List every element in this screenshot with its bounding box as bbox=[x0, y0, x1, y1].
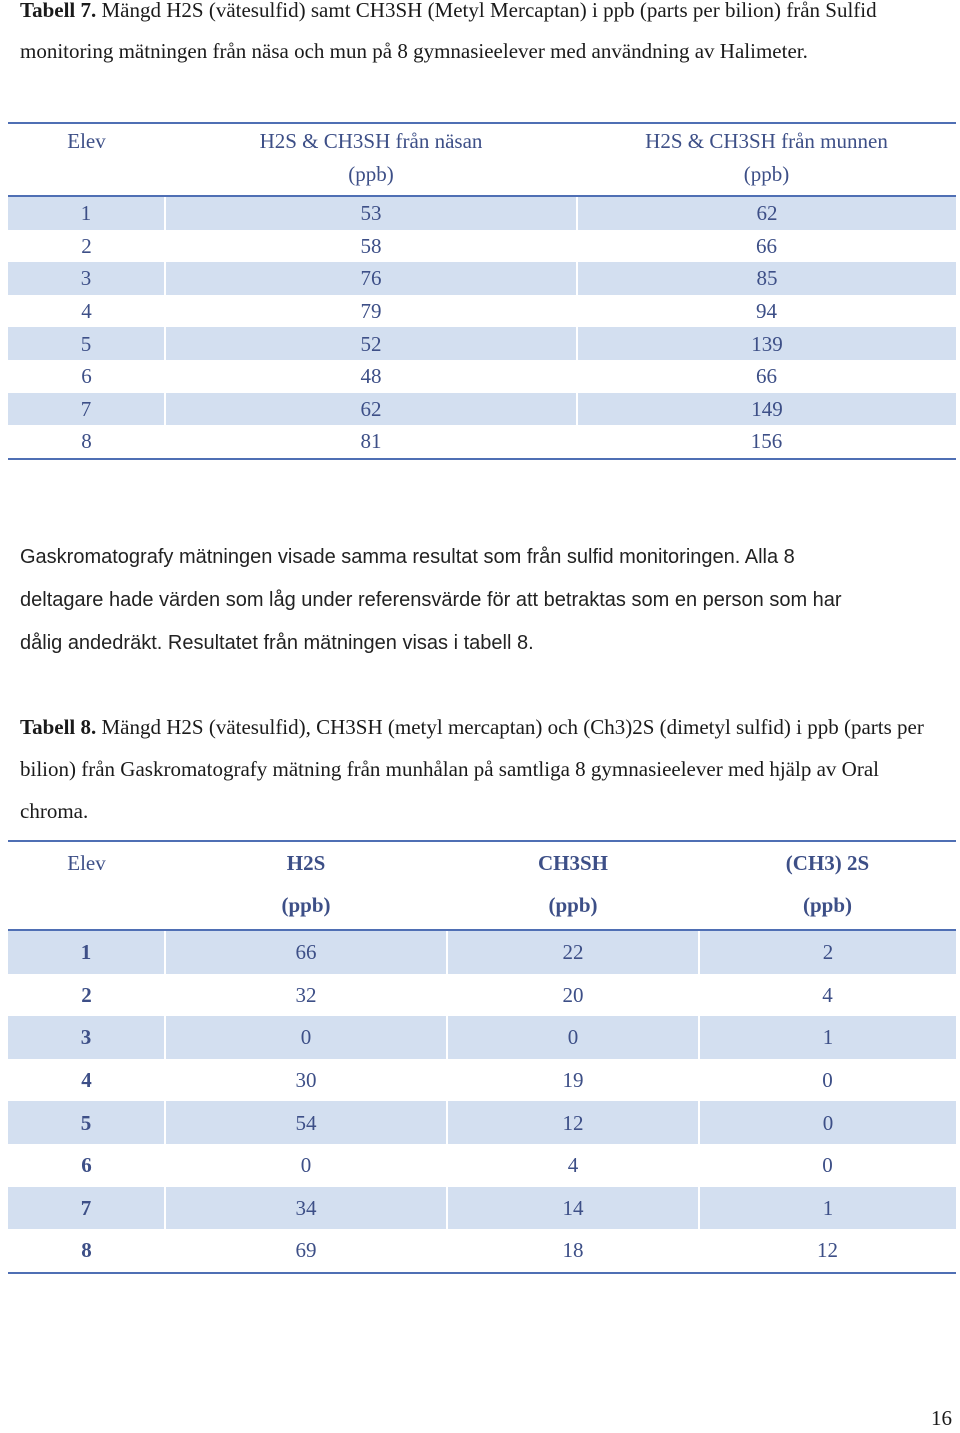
table-row bbox=[8, 1016, 956, 1059]
cell-nasan: 52 bbox=[165, 327, 577, 360]
cell-ch32s: 0 bbox=[699, 1101, 956, 1144]
table-row bbox=[8, 360, 956, 393]
cell-elev: 3 bbox=[8, 262, 165, 295]
table-row bbox=[8, 1144, 956, 1187]
paragraph-line: deltagare hade värden som låg under referensvärde för att betraktas som en person som har bbox=[20, 589, 842, 611]
cell-ch32s: 12 bbox=[817, 1238, 838, 1263]
paragraph-line: Gaskromatografy mätningen visade samma resultat som från sulfid monitoringen. Alla 8 bbox=[20, 546, 795, 568]
cell-ch3sh: 18 bbox=[562, 1238, 584, 1263]
table-8 bbox=[8, 840, 956, 1274]
cell-elev: 1 bbox=[8, 196, 165, 230]
header-unit: (ppb) bbox=[743, 162, 790, 186]
table-8-header-elev bbox=[8, 841, 165, 930]
cell-elev: 7 bbox=[8, 1187, 165, 1230]
table-7-header-munnen bbox=[577, 123, 956, 196]
header-label: H2S bbox=[286, 851, 326, 875]
table-8-header-ch32s bbox=[699, 841, 956, 930]
cell-ch32s: 1 bbox=[699, 1187, 956, 1230]
table-row bbox=[8, 262, 956, 295]
paragraph-line: dålig andedräkt. Resultatet från mätningen visas i tabell 8. bbox=[20, 632, 534, 654]
header-unit: (ppb) bbox=[281, 893, 331, 917]
cell-nasan: 53 bbox=[165, 196, 577, 230]
cell-elev: 1 bbox=[8, 930, 165, 974]
body-paragraph bbox=[20, 536, 940, 665]
header-unit: (ppb) bbox=[348, 162, 394, 186]
cell-munnen: 66 bbox=[756, 364, 777, 389]
table-8-caption-text: Mängd H2S (vätesulfid), CH3SH (metyl mercaptan) och (Ch3)2S (dimetyl sulfid) i ppb (parts per bilion) från Gaskromatografy mätning från munhålan på samtliga 8 gymnasieelever med hjälp av Oral chroma. bbox=[20, 715, 924, 823]
cell-h2s: 30 bbox=[295, 1068, 317, 1093]
table-7-caption bbox=[20, 0, 950, 72]
cell-h2s: 54 bbox=[165, 1101, 447, 1144]
cell-ch3sh: 4 bbox=[567, 1153, 579, 1178]
table-row bbox=[8, 1229, 956, 1273]
cell-ch32s: 0 bbox=[822, 1153, 833, 1178]
cell-nasan: 48 bbox=[360, 364, 382, 389]
cell-elev: 5 bbox=[8, 1101, 165, 1144]
table-7-header-row bbox=[8, 123, 956, 196]
cell-elev: 6 bbox=[81, 364, 92, 389]
cell-nasan: 76 bbox=[165, 262, 577, 295]
table-7-header-elev bbox=[8, 123, 165, 196]
cell-munnen: 94 bbox=[756, 299, 777, 324]
header-label: H2S & CH3SH från munnen bbox=[645, 129, 888, 153]
header-label: Elev bbox=[67, 129, 106, 153]
cell-ch3sh: 20 bbox=[562, 982, 584, 1007]
header-label: (CH3) 2S bbox=[785, 851, 870, 875]
table-8-header-ch3sh bbox=[447, 841, 699, 930]
table-8-header-h2s bbox=[165, 841, 447, 930]
header-label: H2S & CH3SH från näsan bbox=[259, 129, 483, 153]
header-unit: (ppb) bbox=[802, 893, 853, 917]
table-7-header-nasan bbox=[165, 123, 577, 196]
page-number: 16 bbox=[931, 1406, 952, 1430]
cell-elev: 8 bbox=[81, 1238, 92, 1263]
cell-ch32s: 0 bbox=[822, 1068, 833, 1093]
table-row bbox=[8, 393, 956, 426]
cell-elev: 4 bbox=[81, 299, 92, 324]
table-row bbox=[8, 230, 956, 263]
table-row bbox=[8, 1059, 956, 1102]
cell-ch32s: 1 bbox=[699, 1016, 956, 1059]
cell-nasan: 79 bbox=[360, 299, 382, 324]
cell-elev: 4 bbox=[81, 1068, 92, 1093]
table-row bbox=[8, 930, 956, 974]
table-row bbox=[8, 425, 956, 459]
table-row bbox=[8, 295, 956, 328]
table-row bbox=[8, 974, 956, 1017]
cell-h2s: 34 bbox=[165, 1187, 447, 1230]
cell-munnen: 66 bbox=[756, 233, 777, 258]
cell-h2s: 32 bbox=[295, 982, 317, 1007]
table-8-caption bbox=[20, 706, 950, 832]
cell-ch32s: 4 bbox=[822, 982, 833, 1007]
table-row bbox=[8, 327, 956, 360]
cell-elev: 8 bbox=[81, 429, 92, 454]
cell-elev: 6 bbox=[81, 1153, 92, 1178]
cell-ch3sh: 19 bbox=[562, 1068, 584, 1093]
table-row bbox=[8, 1101, 956, 1144]
table-row bbox=[8, 1187, 956, 1230]
cell-elev: 2 bbox=[81, 982, 92, 1007]
cell-elev: 5 bbox=[8, 327, 165, 360]
cell-nasan: 62 bbox=[165, 393, 577, 426]
cell-ch32s: 2 bbox=[699, 930, 956, 974]
table-7 bbox=[8, 122, 956, 460]
cell-ch3sh: 22 bbox=[447, 930, 699, 974]
header-label: CH3SH bbox=[537, 851, 608, 875]
table-7-caption-text: Mängd H2S (vätesulfid) samt CH3SH (Metyl Mercaptan) i ppb (parts per bilion) från Sulfid monitoring mätningen från näsa och mun på 8 gymnasieelever med användning av Halimeter. bbox=[20, 0, 877, 63]
cell-h2s: 69 bbox=[295, 1238, 317, 1263]
cell-ch3sh: 12 bbox=[447, 1101, 699, 1144]
cell-h2s: 0 bbox=[300, 1153, 312, 1178]
cell-h2s: 0 bbox=[165, 1016, 447, 1059]
cell-elev: 2 bbox=[81, 233, 92, 258]
cell-nasan: 58 bbox=[360, 233, 382, 258]
table-8-caption-label: Tabell 8. bbox=[20, 715, 97, 739]
cell-munnen: 62 bbox=[577, 196, 956, 230]
table-row bbox=[8, 196, 956, 230]
table-8-header-row bbox=[8, 841, 956, 930]
cell-elev: 7 bbox=[8, 393, 165, 426]
cell-munnen: 149 bbox=[577, 393, 956, 426]
cell-nasan: 81 bbox=[360, 429, 382, 454]
cell-munnen: 156 bbox=[750, 429, 783, 454]
cell-h2s: 66 bbox=[165, 930, 447, 974]
header-label: Elev bbox=[67, 851, 106, 875]
cell-ch3sh: 0 bbox=[447, 1016, 699, 1059]
table-7-caption-label: Tabell 7. bbox=[20, 0, 97, 22]
cell-munnen: 85 bbox=[577, 262, 956, 295]
cell-elev: 3 bbox=[8, 1016, 165, 1059]
cell-munnen: 139 bbox=[577, 327, 956, 360]
header-unit: (ppb) bbox=[548, 893, 598, 917]
cell-ch3sh: 14 bbox=[447, 1187, 699, 1230]
